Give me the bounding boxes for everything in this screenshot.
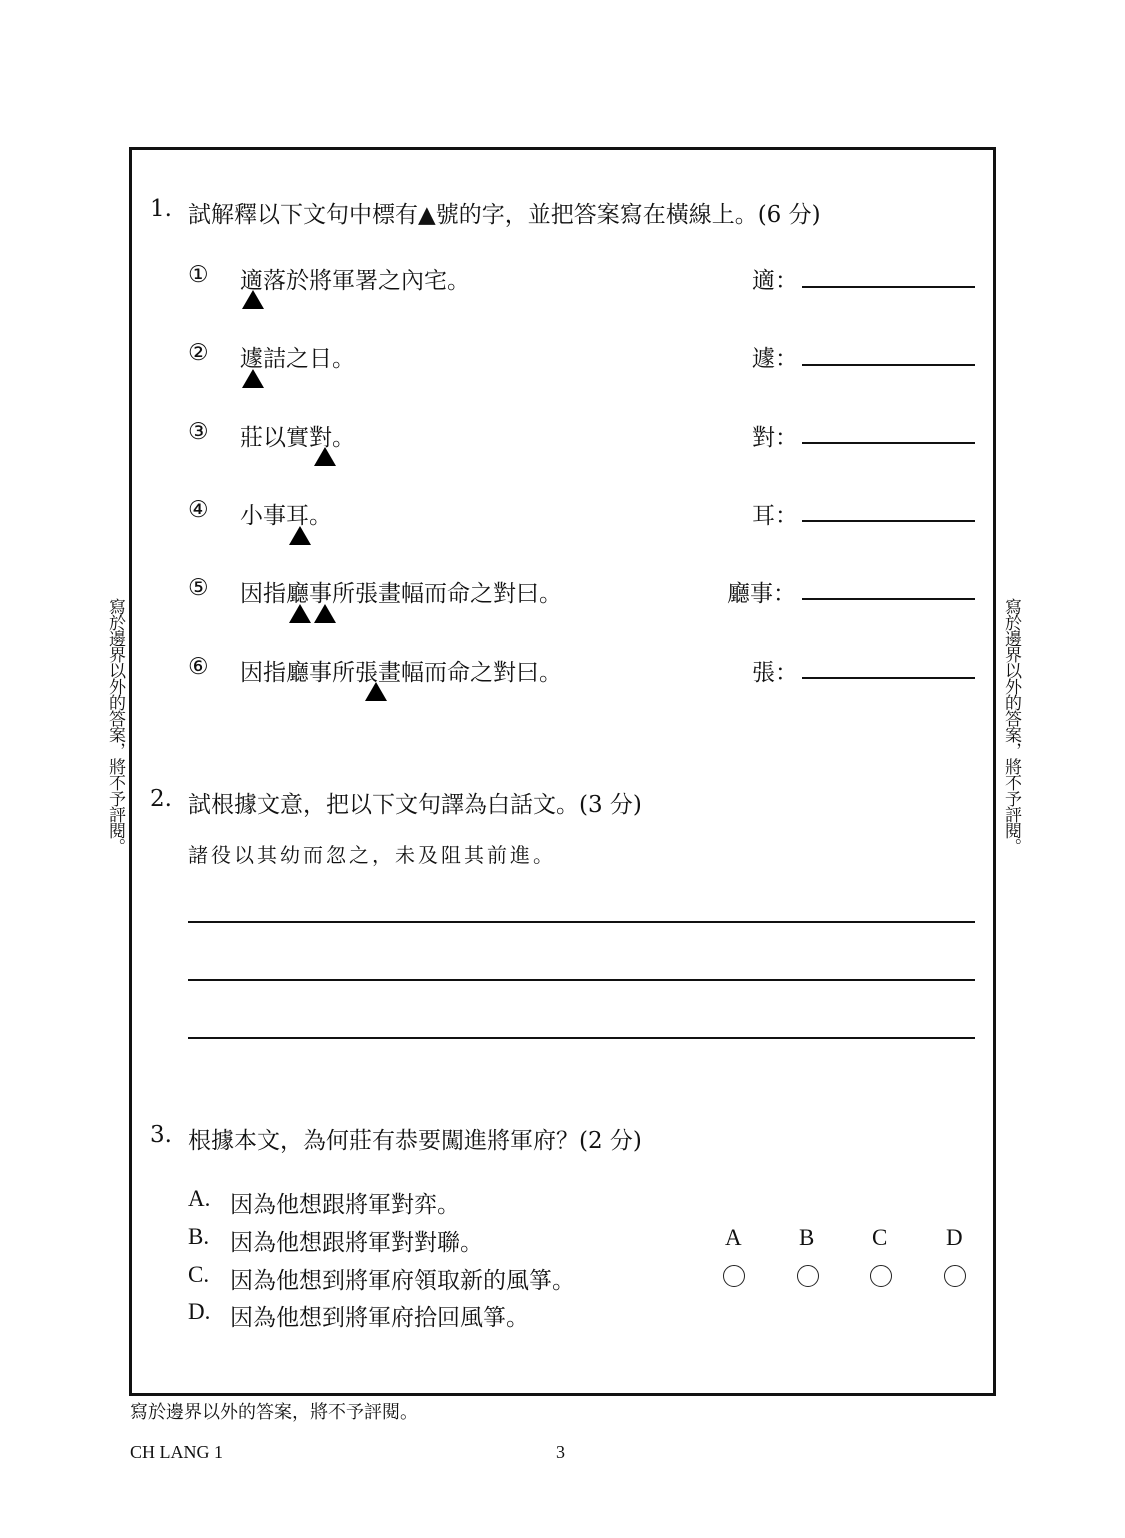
bottom-margin-note: 寫於邊界以外的答案，將不予評閱。	[130, 1402, 418, 1423]
q1-number: 1.	[150, 196, 172, 222]
item-marker: ③	[188, 419, 209, 445]
margin-note-left: 寫於邊界以外的答案，將不予評閱。	[105, 598, 125, 854]
answer-line[interactable]	[802, 520, 975, 522]
choice-label-a: A	[725, 1225, 742, 1250]
q2-number: 2.	[150, 786, 172, 812]
item-marker: ②	[188, 340, 209, 366]
answer-label: 適：	[752, 268, 798, 294]
q3-prompt: 根據本文，為何莊有恭要闖進將軍府？(2 分)	[188, 1128, 642, 1154]
triangle-mark-icon	[314, 604, 336, 623]
answer-label: 廳事：	[727, 581, 796, 607]
triangle-mark-icon	[365, 682, 387, 701]
answer-line[interactable]	[802, 598, 975, 600]
answer-line[interactable]	[188, 979, 975, 981]
choice-radio-b[interactable]	[797, 1265, 819, 1287]
triangle-mark-icon	[289, 604, 311, 623]
item-sentence: 因指廳事所張畫幅而命之對曰。	[240, 581, 562, 607]
answer-line[interactable]	[802, 364, 975, 366]
option-text: 因為他想到將軍府領取新的風箏。	[230, 1268, 575, 1294]
option-letter: C.	[188, 1262, 210, 1287]
option-letter: B.	[188, 1224, 210, 1249]
answer-line[interactable]	[802, 677, 975, 679]
choice-radio-c[interactable]	[870, 1265, 892, 1287]
option-letter: D.	[188, 1299, 211, 1324]
triangle-mark-icon	[289, 526, 311, 545]
paper-code: CH LANG 1	[130, 1442, 223, 1462]
item-marker: ⑤	[188, 575, 209, 601]
choice-radio-d[interactable]	[944, 1265, 966, 1287]
option-text: 因為他想跟將軍對對聯。	[230, 1230, 483, 1256]
item-sentence: 適落於將軍署之內宅。	[240, 268, 470, 294]
answer-label: 對：	[752, 425, 798, 451]
choice-label-c: C	[872, 1225, 888, 1250]
choice-radio-a[interactable]	[723, 1265, 745, 1287]
choice-label-d: D	[946, 1225, 963, 1250]
triangle-mark-icon	[314, 447, 336, 466]
answer-line[interactable]	[188, 1037, 975, 1039]
item-sentence: 莊以實對。	[240, 425, 355, 451]
q2-quote: 諸役以其幼而忽之，未及阻其前進。	[188, 843, 556, 867]
triangle-mark-icon	[242, 369, 264, 388]
q2-prompt: 試根據文意，把以下文句譯為白話文。(3 分)	[188, 792, 642, 818]
choice-label-b: B	[799, 1225, 815, 1250]
margin-note-right: 寫於邊界以外的答案，將不予評閱。	[1001, 598, 1021, 854]
option-text: 因為他想到將軍府拾回風箏。	[230, 1305, 529, 1331]
item-marker: ①	[188, 262, 209, 288]
q1-prompt: 試解釋以下文句中標有▲號的字，並把答案寫在橫線上。(6 分)	[188, 202, 821, 228]
item-sentence: 小事耳。	[240, 503, 332, 529]
option-letter: A.	[188, 1186, 211, 1211]
item-sentence: 因指廳事所張畫幅而命之對曰。	[240, 660, 562, 686]
answer-label: 耳：	[752, 503, 798, 529]
option-text: 因為他想跟將軍對弈。	[230, 1192, 460, 1218]
item-marker: ④	[188, 497, 209, 523]
triangle-mark-icon	[242, 290, 264, 309]
answer-line[interactable]	[802, 442, 975, 444]
answer-label: 張：	[752, 660, 798, 686]
answer-line[interactable]	[802, 286, 975, 288]
answer-line[interactable]	[188, 921, 975, 923]
item-marker: ⑥	[188, 654, 209, 680]
item-sentence: 遽詰之日。	[240, 346, 355, 372]
answer-label: 遽：	[752, 346, 798, 372]
page-number: 3	[556, 1442, 565, 1462]
q3-number: 3.	[150, 1122, 172, 1148]
